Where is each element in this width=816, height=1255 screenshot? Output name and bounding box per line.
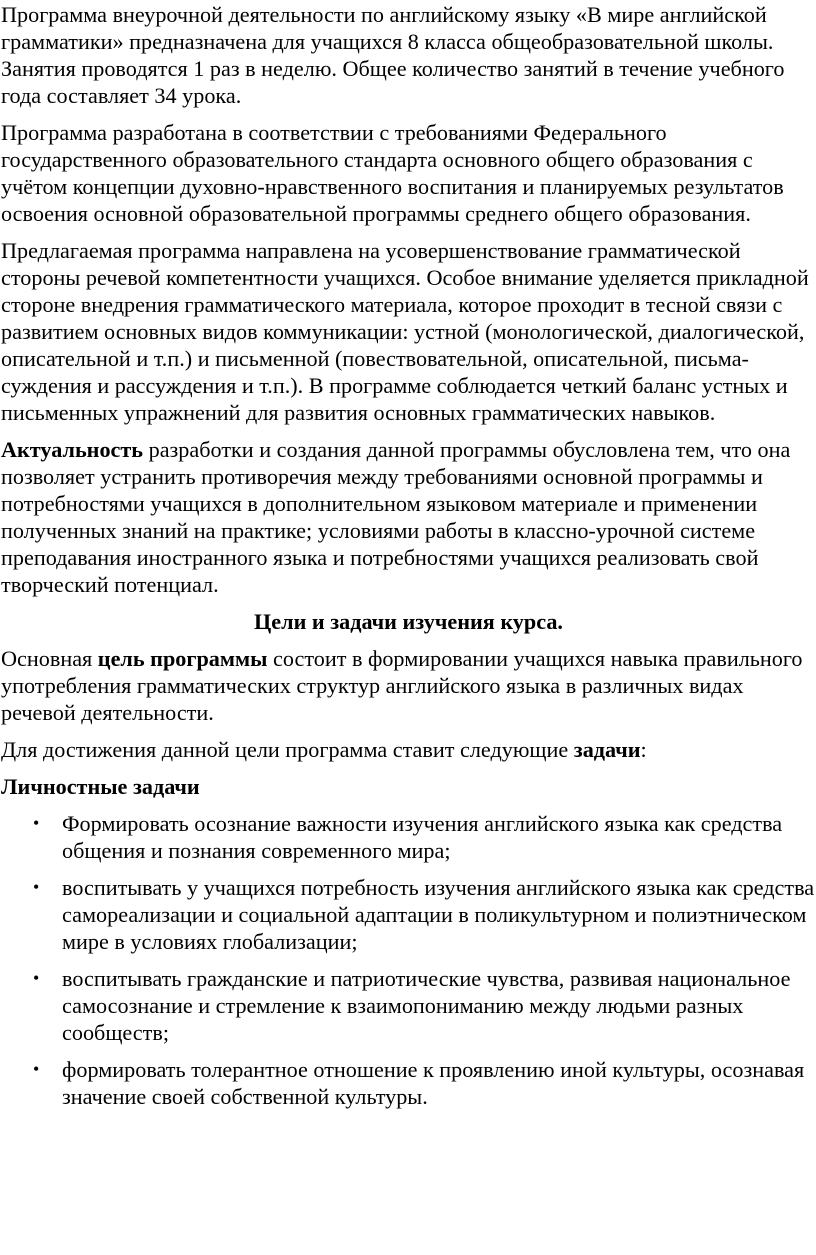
personal-tasks-list [1, 810, 816, 1110]
list-item [1, 1056, 816, 1110]
goal-term: цель программы [97, 646, 268, 671]
paragraph-standards: Программа разработана в соответствии с требованиями Федерального государственного образовательного стандарта основного общего образования с учётом концепции духовно-нравственного воспитания и планируемых результатов освоения основной образовательной программы среднего общего образования. [1, 120, 784, 226]
paragraph-program-description: Программа внеурочной деятельности по английскому языку «В мире английской грамматики» предназначена для учащихся 8 класса общеобразовательной школы. Занятия проводятся 1 раз в неделю. Общее количество занятий в течение учебного года составляет 34 урока. [1, 2, 785, 108]
bullet-icon: • [33, 1059, 40, 1079]
list-item [1, 965, 816, 1046]
list-item [1, 874, 816, 955]
bullet-icon: • [33, 813, 40, 833]
goals-heading: Цели и задачи изучения курса. [254, 609, 563, 634]
tasks-intro-suffix: : [640, 737, 647, 762]
list-item-text: воспитывать гражданские и патриотические чувства, развивая национальное самосознание и стремление к взаимопониманию между людьми разных сообществ; [62, 966, 791, 1045]
bullet-icon: • [33, 877, 40, 897]
list-item [1, 810, 816, 864]
paragraph-goal [1, 645, 816, 726]
bullet-icon: • [33, 968, 40, 988]
goal-text: состоит в формировании учащихся навыка правильного употребления грамматических структур английского языка в различных видах речевой деятельности. [1, 646, 803, 725]
personal-tasks-heading: Личностные задачи [1, 774, 200, 799]
tasks-intro-term: задачи [573, 737, 641, 762]
relevance-term: Актуальность [1, 437, 144, 462]
list-item-text: формировать толерантное отношение к проявлению иной культуры, осознавая значение своей собственной культуры. [62, 1057, 805, 1109]
paragraph-tasks-intro [1, 736, 816, 763]
paragraph-relevance [1, 436, 816, 598]
tasks-intro-prefix: Для достижения данной цели программа ставит следующие [1, 737, 574, 762]
paragraph-program-aim: Предлагаемая программа направлена на усовершенствование грамматической стороны речевой компетентности учащихся. Особое внимание уделяется прикладной стороне внедрения грамматического материала, которое проходит в тесной связи с развитием основных видов коммуникации: устной (монологической, диалогической, описательной и т.п.) и письменной (повествовательной, описательной, письма-суждения и рассуждения и т.п.). В программе соблюдается четкий баланс устных и письменных упражнений для развития основных грамматических навыков. [1, 238, 809, 425]
list-item-text: Формировать осознание важности изучения английского языка как средства общения и познания современного мира; [62, 811, 783, 863]
list-item-text: воспитывать у учащихся потребность изучения английского языка как средства самореализации и социальной адаптации в поликультурном и полиэтническом мире в условиях глобализации; [62, 875, 815, 954]
goal-prefix: Основная [1, 646, 98, 671]
relevance-text: разработки и создания данной программы обусловлена тем, что она позволяет устранить противоречия между требованиями основной программы и потребностями учащихся в дополнительном языковом материале и применении полученных знаний на практике; условиями работы в классно-урочной системе преподавания иностранного языка и потребностями учащихся реализовать свой творческий потенциал. [1, 437, 791, 597]
